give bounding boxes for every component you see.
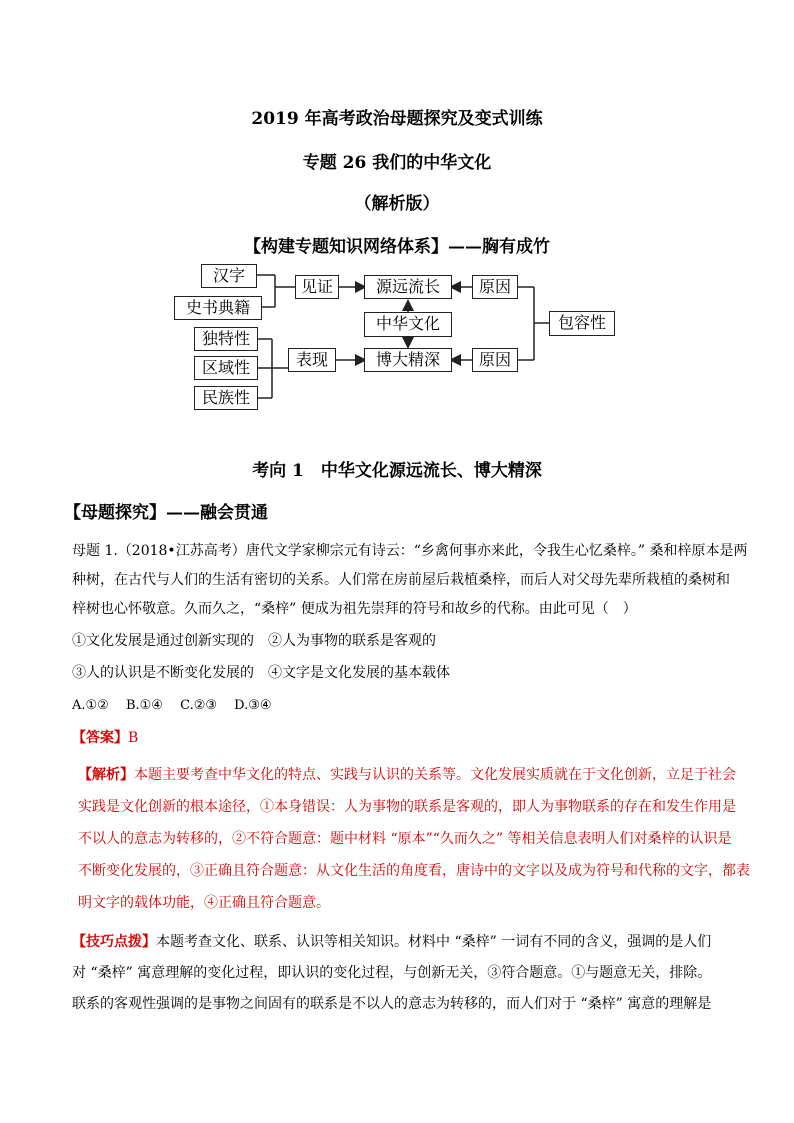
- analysis-line: 不断变化发展的，③正确且符合题意：从文化生活的角度看，唐诗中的文字以及成为符号和代称的文字，都表: [78, 863, 750, 879]
- section-heading: 考向 1 中华文化源远流长、博大精深: [252, 461, 542, 481]
- question-line: 母题 1.（2018•江苏高考）唐代文学家柳宗元有诗云：“乡禽何事亦来此，令我生心忆桑梓。” 桑和梓原本是两: [72, 543, 748, 559]
- subsection-heading: 【母题探究】——融会贯通: [64, 503, 268, 523]
- tips-line: 【技巧点拨】本题考查文化、联系、认识等相关知识。材料中 “桑梓” 一词有不同的含义，强调的是人们: [72, 934, 712, 950]
- tips-line: 联系的客观性强调的是事物之间固有的联系是不以人的意志为转移的，而人们对于 “桑梓” 寓意的理解是: [72, 996, 712, 1012]
- tips-line: 对 “桑梓” 寓意理解的变化过程，即认识的变化过程，与创新无关，③符合题意。①与题意无关，排除。: [72, 965, 712, 981]
- question-line: 种树，在古代与人们的生活有密切的关系。人们常在房前屋后栽植桑梓，而后人对父母先辈所栽植的桑树和: [72, 572, 730, 588]
- analysis-line: 【解析】本题主要考查中华文化的特点、实践与认识的关系等。文化发展实质就在于文化创新，立足于社会: [78, 767, 736, 783]
- framework-heading: 【构建专题知识网络体系】——胸有成竹: [244, 237, 550, 257]
- answer-line: [72, 727, 138, 747]
- analysis-line: 不以人的意志为转移的，②不符合题意：题中材料 “原本”“久而久之” 等相关信息表明人们对桑梓的认识是: [78, 831, 732, 847]
- node-uniqueness: 独特性: [194, 327, 258, 351]
- node-long-history: 源远流长: [364, 275, 452, 299]
- node-historical-records: 史书典籍: [174, 296, 262, 320]
- node-inclusiveness: 包容性: [549, 311, 615, 336]
- analysis-line: 明文字的载体功能，④正确且符合题意。: [78, 895, 330, 911]
- node-broad-profound: 博大精深: [364, 348, 452, 372]
- answer-choices: A.①② B.①④ C.②③ D.③④: [72, 698, 272, 713]
- node-reason-2: 原因: [472, 348, 518, 372]
- node-manifestation: 表现: [288, 348, 336, 372]
- option-statements-2: ③人的认识是不断变化发展的 ④文字是文化发展的基本载体: [72, 665, 450, 681]
- question-line: 梓树也心怀敬意。久而久之，“桑梓” 便成为祖先崇拜的符号和故乡的代称。由此可见（ ）: [72, 601, 637, 617]
- main-title: 2019 年高考政治母题探究及变式训练: [251, 109, 543, 129]
- edition-label: （解析版）: [354, 194, 440, 214]
- answer-value: B: [128, 730, 139, 746]
- node-witness: 见证: [295, 275, 339, 299]
- node-ethnicity: 民族性: [194, 386, 258, 410]
- tips-label: 【技巧点拨】: [72, 934, 156, 950]
- answer-label: 【答案】: [72, 730, 128, 746]
- node-chinese-culture: 中华文化: [364, 312, 452, 337]
- node-hanzi: 汉字: [201, 264, 257, 288]
- analysis-label: 【解析】: [78, 767, 134, 783]
- option-statements-1: ①文化发展是通过创新实现的 ②人为事物的联系是客观的: [72, 633, 436, 649]
- topic-title: 专题 26 我们的中华文化: [302, 153, 492, 173]
- node-regionality: 区域性: [194, 356, 258, 380]
- analysis-line: 实践是文化创新的根本途径，①本身错误：人为事物的联系是客观的，即人为事物联系的存在和发生作用是: [78, 799, 736, 815]
- node-reason-1: 原因: [472, 275, 518, 299]
